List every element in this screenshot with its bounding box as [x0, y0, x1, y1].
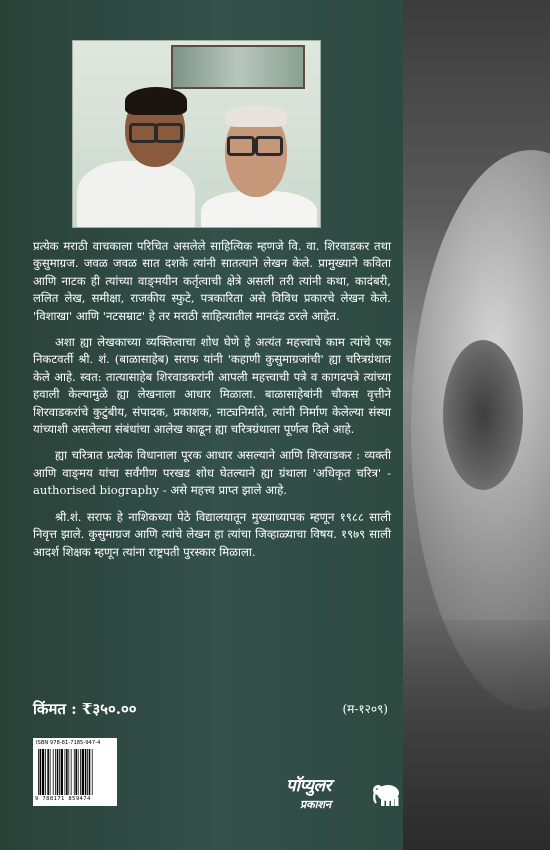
photo-person-left-hair — [125, 87, 187, 115]
blurb-paragraph: ह्या चरित्रात प्रत्येक विधानाला पूरक आधार असल्याने आणि शिरवाडकर : व्यक्ती आणि वाङ्‌मय यांचा सर्वंगीण परखड शोध घेतल्याने ह्या ग्रंथाला 'अधिकृत चरित्र' - authorised biography - असे महत्त्व प्राप्त झाले आहे. — [33, 448, 391, 498]
barcode-number: 9 788171 859474 — [35, 796, 91, 802]
price-row — [33, 699, 388, 721]
photo-person-left-glasses — [155, 123, 183, 143]
catalog-code: (म-१२०९) — [342, 702, 388, 716]
barcode-bars — [38, 749, 112, 795]
isbn-text: ISBN 978-81-7185-947-4 — [36, 740, 101, 746]
price-label: किंमत : ₹३५०.०० — [33, 700, 137, 718]
portrait-ear — [443, 340, 523, 490]
blurb-paragraph: अशा ह्या लेखकाच्या व्यक्तित्वाचा शोध घेणे हे अत्यंत महत्त्वाचे काम त्यांचे एक निकटवर्ती श्री. शं. (बाळासाहेब) सराफ यांनी 'कहाणी कुसुमाग्रजांची' ह्या चरित्रग्रंथात केले आहे. स्वत: तात्यासाहेब शिरवाडकरांनी आपली महत्त्वाची पत्रे व कागदपत्रे त्यांच्या हवाली केल्यामुळे ह्या लेखनाला आधार मिळाला. बाळासाहेबांनी चौकस वृत्तीने शिरवाडकरांचे कुटुंबीय, संपादक, प्रकाशक, नाट्यनिर्माते, त्यांनी निर्माण केलेल्या संस्था यांच्याशी असलेल्या संबंधांचा आलेख काढून ह्या चरित्रग्रंथाला पूर्णत्व दिले आहे. — [33, 335, 391, 437]
photo-wall-painting — [171, 45, 305, 89]
publisher-subtitle: प्रकाशन — [300, 798, 332, 811]
blurb-paragraph: श्री.शं. सराफ हे नाशिकच्या पेठे विद्यालयातून मुख्याध्यापक म्हणून १९८८ साली निवृत्त झाले. कुसुमाग्रज आणि त्यांचे लेखन हा त्यांचा जिव्हाळ्याचा विषय. १९७९ साली आदर्श शिक्षक म्हणून त्यांना राष्ट्रपती पुरस्कार मिळाला. — [33, 509, 391, 559]
photo-person-right-hair — [225, 105, 287, 127]
photo-person-right-glasses — [227, 136, 255, 156]
blurb-paragraph: प्रत्येक मराठी वाचकाला परिचित असलेले साहित्यिक म्हणजे वि. वा. शिरवाडकर तथा कुसुमाग्रज. जवळ जवळ सात दशके त्यांनी सातत्याने लेखन केले. प्रामुख्याने कविता आणि नाटक ही त्यांच्या वाङ्‌मयीन कर्तृत्वाची क्षेत्रे असली तरी त्यांनी कथा, कादंबरी, ललित लेख, समीक्षा, राजकीय स्फुटे, पत्रकारिता असे विविध प्रकारचे लेखन केले. 'विशाखा' आणि 'नटसम्राट' हे तर मराठी साहित्यातील मानदंड ठरले आहेत. — [33, 239, 391, 323]
elephant-icon — [372, 779, 402, 809]
publisher-name: पॉप्युलर — [286, 776, 332, 796]
photo-person-left-shirt — [77, 161, 195, 228]
portrait-shadow — [403, 620, 550, 850]
author-portrait-strip — [403, 0, 550, 850]
author-photo — [72, 40, 321, 228]
publisher-logo — [286, 771, 404, 821]
photo-person-left-glasses — [129, 123, 157, 143]
isbn-barcode — [33, 738, 117, 806]
blurb-text — [33, 238, 391, 570]
photo-person-right-glasses — [255, 136, 283, 156]
